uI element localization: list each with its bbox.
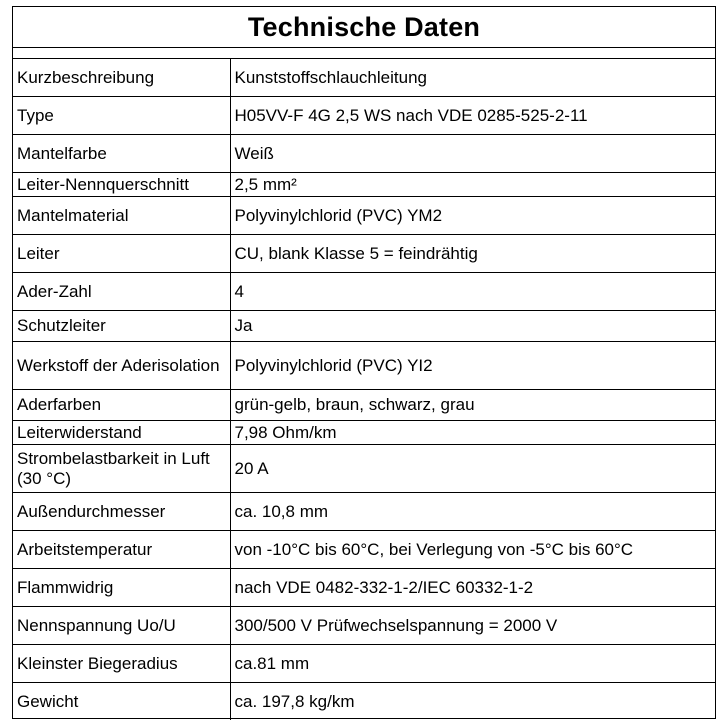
- table-row: [13, 390, 715, 421]
- row-label: Mantelfarbe: [13, 135, 230, 173]
- row-value: Ja: [230, 311, 715, 342]
- table-row: [13, 197, 715, 235]
- row-label: Ader-Zahl: [13, 273, 230, 311]
- row-value: von -10°C bis 60°C, bei Verlegung von -5°C bis 60°C: [230, 531, 715, 569]
- row-label: Gewicht: [13, 683, 230, 720]
- row-value: grün-gelb, braun, schwarz, grau: [230, 390, 715, 421]
- table-row: [13, 445, 715, 493]
- table-row: [13, 569, 715, 607]
- row-value: 20 A: [230, 445, 715, 493]
- table-row: [13, 645, 715, 683]
- row-value: ca. 10,8 mm: [230, 493, 715, 531]
- row-value: Kunststoffschlauchleitung: [230, 59, 715, 97]
- row-label: Kurzbeschreibung: [13, 59, 230, 97]
- table-row: [13, 607, 715, 645]
- table-row: [13, 135, 715, 173]
- row-value: Polyvinylchlorid (PVC) YM2: [230, 197, 715, 235]
- specs-table: [13, 59, 715, 720]
- row-value: ca. 197,8 kg/km: [234, 691, 355, 711]
- table-row: [13, 531, 715, 569]
- row-value: nach VDE 0482-332-1-2/IEC 60332-1-2: [230, 569, 715, 607]
- row-label: Leiter: [13, 235, 230, 273]
- row-value: CU, blank Klasse 5 = feindrähtig: [230, 235, 715, 273]
- row-label: Nennspannung Uo/U: [13, 607, 230, 645]
- row-value: 2,5 mm²: [230, 173, 715, 197]
- row-value: Polyvinylchlorid (PVC) YI2: [230, 342, 715, 390]
- table-row: [13, 342, 715, 390]
- technical-data-sheet: [12, 6, 716, 719]
- row-label: Strombelastbarkeit in Luft (30 °C): [13, 445, 230, 493]
- row-label: Schutzleiter: [13, 311, 230, 342]
- row-label: Type: [13, 97, 230, 135]
- row-label: Aderfarben: [13, 390, 230, 421]
- table-row: [13, 273, 715, 311]
- row-label: Kleinster Biegeradius: [13, 645, 230, 683]
- row-label: Leiter-Nennquerschnitt: [13, 173, 230, 197]
- row-value: 300/500 V Prüfwechselspannung = 2000 V: [230, 607, 715, 645]
- table-row: [13, 421, 715, 445]
- table-row: [13, 235, 715, 273]
- row-value: ca.81 mm: [230, 645, 715, 683]
- table-row: [13, 311, 715, 342]
- table-row: [13, 59, 715, 97]
- table-row: [13, 493, 715, 531]
- table-row: [13, 97, 715, 135]
- row-value: 7,98 Ohm/km: [230, 421, 715, 445]
- row-value: 4: [230, 273, 715, 311]
- row-label: Flammwidrig: [13, 569, 230, 607]
- table-row: [13, 173, 715, 197]
- row-label: Außendurchmesser: [13, 493, 230, 531]
- row-label: Leiterwiderstand: [13, 421, 230, 445]
- row-value: H05VV-F 4G 2,5 WS nach VDE 0285-525-2-11: [230, 97, 715, 135]
- title-spacer: [13, 48, 715, 59]
- sheet-title: Technische Daten: [13, 7, 715, 48]
- table-row: [13, 683, 715, 720]
- row-label: Werkstoff der Aderisolation: [13, 342, 230, 390]
- row-value: Weiß: [230, 135, 715, 173]
- row-label: Mantelmaterial: [13, 197, 230, 235]
- row-label: Arbeitstemperatur: [13, 531, 230, 569]
